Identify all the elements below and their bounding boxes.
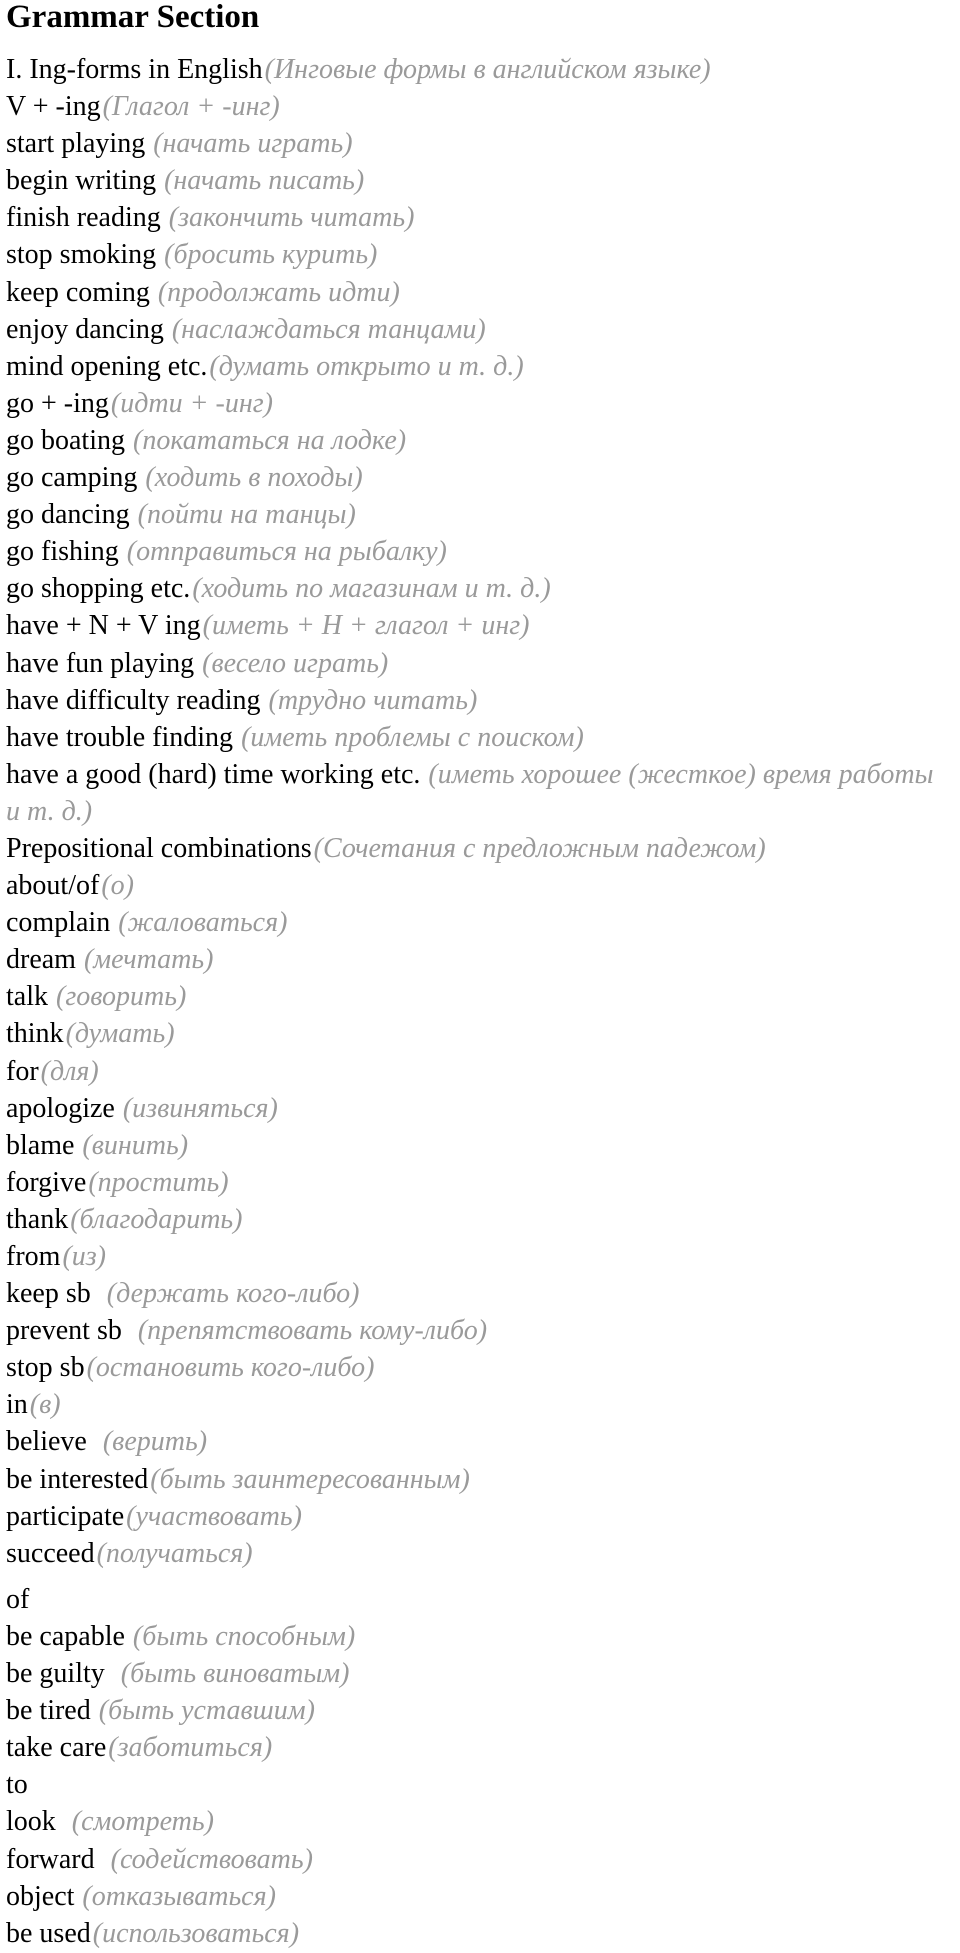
term-english: stop sb bbox=[6, 1352, 85, 1384]
section-heading-ing-forms bbox=[6, 51, 954, 88]
list-item bbox=[6, 1423, 954, 1460]
list-item bbox=[6, 1878, 954, 1915]
term-translation: (трудно читать) bbox=[268, 684, 478, 716]
term-translation: (остановить кого-либо) bbox=[86, 1352, 375, 1384]
term-english: object bbox=[6, 1880, 75, 1912]
term-translation: (благодарить) bbox=[70, 1203, 243, 1235]
term-translation: (ходить в походы) bbox=[145, 462, 363, 494]
list-item bbox=[6, 533, 954, 570]
page-title: Grammar Section bbox=[6, 0, 260, 35]
term-translation: (держать кого-либо) bbox=[106, 1278, 360, 1310]
term-translation: (в) bbox=[29, 1389, 61, 1421]
term-english: succeed bbox=[6, 1537, 95, 1569]
term-translation: (идти + -инг) bbox=[110, 387, 273, 419]
section-heading-prepositional-combinations bbox=[6, 830, 954, 867]
term-english: enjoy dancing bbox=[6, 313, 164, 345]
term-english: go boating bbox=[6, 424, 125, 456]
term-english: have + N + V ing bbox=[6, 610, 201, 642]
term-translation: (начать писать) bbox=[164, 165, 365, 197]
term-english: take care bbox=[6, 1732, 107, 1764]
term-english: have trouble finding bbox=[6, 721, 234, 753]
term-english: for bbox=[6, 1055, 39, 1087]
term-translation: (о) bbox=[101, 870, 134, 902]
term-translation: (для) bbox=[40, 1055, 99, 1087]
pattern-heading-go-ing bbox=[6, 385, 954, 422]
term-english: go dancing bbox=[6, 499, 130, 531]
list-item bbox=[6, 1692, 954, 1729]
list-item bbox=[6, 978, 954, 1015]
term-english: go camping bbox=[6, 462, 138, 494]
list-item bbox=[6, 236, 954, 273]
list-item bbox=[6, 941, 954, 978]
pattern-heading-have-n-v-ing bbox=[6, 607, 954, 644]
list-item bbox=[6, 756, 954, 830]
list-item bbox=[6, 904, 954, 941]
term-english: of bbox=[6, 1583, 30, 1615]
term-english: to bbox=[6, 1769, 28, 1801]
term-english: in bbox=[6, 1389, 28, 1421]
list-item bbox=[6, 274, 954, 311]
term-english: believe bbox=[6, 1426, 87, 1458]
term-translation: (говорить) bbox=[56, 981, 187, 1013]
term-english: begin writing bbox=[6, 165, 157, 197]
term-translation: (быть виноватым) bbox=[120, 1658, 350, 1690]
list-item bbox=[6, 459, 954, 496]
term-translation: (думать) bbox=[65, 1018, 175, 1050]
term-translation: (продолжать идти) bbox=[157, 276, 400, 308]
term-english: forgive bbox=[6, 1166, 87, 1198]
term-english: be interested bbox=[6, 1463, 149, 1495]
preposition-heading-to bbox=[6, 1766, 954, 1803]
list-item bbox=[6, 682, 954, 719]
term-english: have fun playing bbox=[6, 647, 195, 679]
term-english: be tired bbox=[6, 1695, 91, 1727]
term-translation: (думать открыто и т. д.) bbox=[209, 350, 524, 382]
term-english: dream bbox=[6, 944, 76, 976]
term-translation: (быть способным) bbox=[132, 1620, 356, 1652]
preposition-heading-in bbox=[6, 1386, 954, 1423]
term-english: apologize bbox=[6, 1092, 115, 1124]
term-translation: (весело играть) bbox=[202, 647, 389, 679]
term-translation: (быть заинтересованным) bbox=[150, 1463, 470, 1495]
term-translation: (заботиться) bbox=[108, 1732, 273, 1764]
list-item bbox=[6, 348, 954, 385]
term-translation: (содействовать) bbox=[110, 1843, 313, 1875]
term-translation: (из) bbox=[62, 1241, 107, 1272]
list-item bbox=[6, 1275, 954, 1312]
term-translation: (получаться) bbox=[96, 1537, 253, 1569]
term-english: have a good (hard) time working etc. bbox=[6, 758, 421, 790]
term-translation: (смотреть) bbox=[71, 1806, 214, 1838]
term-english: blame bbox=[6, 1129, 75, 1161]
term-translation: (наслаждаться танцами) bbox=[171, 313, 486, 345]
term-english: be guilty bbox=[6, 1658, 105, 1690]
term-translation: (закончить читать) bbox=[168, 202, 415, 234]
list-item bbox=[6, 1498, 954, 1535]
list-item bbox=[6, 570, 954, 607]
term-english: I. Ing-forms in English bbox=[6, 54, 263, 85]
list-item bbox=[6, 1841, 954, 1878]
term-translation: (Инговые формы в английском языке) bbox=[264, 54, 711, 85]
list-item bbox=[6, 1461, 954, 1498]
term-english: have difficulty reading bbox=[6, 684, 261, 716]
list-item bbox=[6, 719, 954, 756]
term-english: V + -ing bbox=[6, 91, 101, 123]
term-english: go fishing bbox=[6, 536, 119, 568]
term-english: from bbox=[6, 1241, 61, 1272]
term-english: about/of bbox=[6, 870, 100, 902]
list-item bbox=[6, 1535, 954, 1572]
list-item bbox=[6, 422, 954, 459]
term-translation: (иметь + Н + глагол + инг) bbox=[202, 610, 530, 642]
term-translation: (препятствовать кому-либо) bbox=[137, 1315, 488, 1347]
term-english: participate bbox=[6, 1500, 125, 1532]
list-item bbox=[6, 1015, 954, 1052]
term-translation: (мечтать) bbox=[83, 944, 214, 976]
list-item bbox=[6, 645, 954, 682]
list-item bbox=[6, 1164, 954, 1201]
term-english: be used bbox=[6, 1917, 91, 1949]
term-translation: (быть уставшим) bbox=[98, 1695, 315, 1727]
list-item bbox=[6, 1915, 954, 1952]
list-item bbox=[6, 496, 954, 533]
term-english: finish reading bbox=[6, 202, 161, 234]
list-item bbox=[6, 1127, 954, 1164]
term-english: complain bbox=[6, 907, 111, 939]
term-english: keep sb bbox=[6, 1278, 91, 1310]
term-english: look bbox=[6, 1806, 56, 1838]
term-translation: (бросить курить) bbox=[164, 239, 378, 271]
list-item bbox=[6, 1312, 954, 1349]
term-translation: (начать играть) bbox=[153, 128, 353, 160]
preposition-heading-from bbox=[6, 1238, 954, 1275]
term-english: Prepositional combinations bbox=[6, 832, 312, 864]
term-translation: (жаловаться) bbox=[118, 907, 288, 939]
term-translation: (использоваться) bbox=[92, 1917, 300, 1949]
term-translation: (участвовать) bbox=[126, 1500, 302, 1532]
term-translation: (ходить по магазинам и т. д.) bbox=[192, 573, 551, 605]
list-item bbox=[6, 1349, 954, 1386]
term-translation: (извиняться) bbox=[122, 1092, 278, 1124]
term-english: prevent sb bbox=[6, 1315, 122, 1347]
list-item bbox=[6, 1201, 954, 1238]
term-translation: (винить) bbox=[82, 1129, 189, 1161]
list-item bbox=[6, 125, 954, 162]
term-translation: (покататься на лодке) bbox=[133, 424, 407, 456]
term-english: keep coming bbox=[6, 276, 150, 308]
term-translation: (верить) bbox=[102, 1426, 208, 1458]
term-translation: (Сочетания с предложным падежом) bbox=[313, 832, 766, 864]
term-translation: (простить) bbox=[88, 1166, 229, 1198]
list-item bbox=[6, 311, 954, 348]
term-english: be capable bbox=[6, 1620, 125, 1652]
term-english: thank bbox=[6, 1203, 69, 1235]
preposition-heading-about-of bbox=[6, 867, 954, 904]
term-translation: (иметь хорошее (жесткое) время работы и т. д.) bbox=[6, 758, 934, 827]
list-item bbox=[6, 1803, 954, 1840]
term-english: mind opening etc. bbox=[6, 350, 208, 382]
term-translation: (отправиться на рыбалку) bbox=[126, 536, 447, 568]
term-translation: (Глагол + -инг) bbox=[102, 91, 280, 123]
list-item bbox=[6, 1729, 954, 1766]
term-translation: (отказываться) bbox=[82, 1880, 276, 1912]
term-translation: (иметь проблемы с поиском) bbox=[241, 721, 584, 753]
pattern-heading-v-ing bbox=[6, 88, 954, 125]
preposition-heading-for bbox=[6, 1053, 954, 1090]
term-english: talk bbox=[6, 981, 48, 1013]
term-english: stop smoking bbox=[6, 239, 157, 271]
list-item bbox=[6, 1090, 954, 1127]
term-english: forward bbox=[6, 1843, 95, 1875]
list-item bbox=[6, 162, 954, 199]
term-english: go shopping etc. bbox=[6, 573, 191, 605]
term-english: go + -ing bbox=[6, 387, 109, 419]
term-english: think bbox=[6, 1018, 64, 1050]
preposition-heading-of bbox=[6, 1581, 954, 1618]
term-translation: (пойти на танцы) bbox=[137, 499, 356, 531]
term-english: start playing bbox=[6, 128, 146, 160]
list-item bbox=[6, 1618, 954, 1655]
list-item bbox=[6, 199, 954, 236]
list-item bbox=[6, 1655, 954, 1692]
